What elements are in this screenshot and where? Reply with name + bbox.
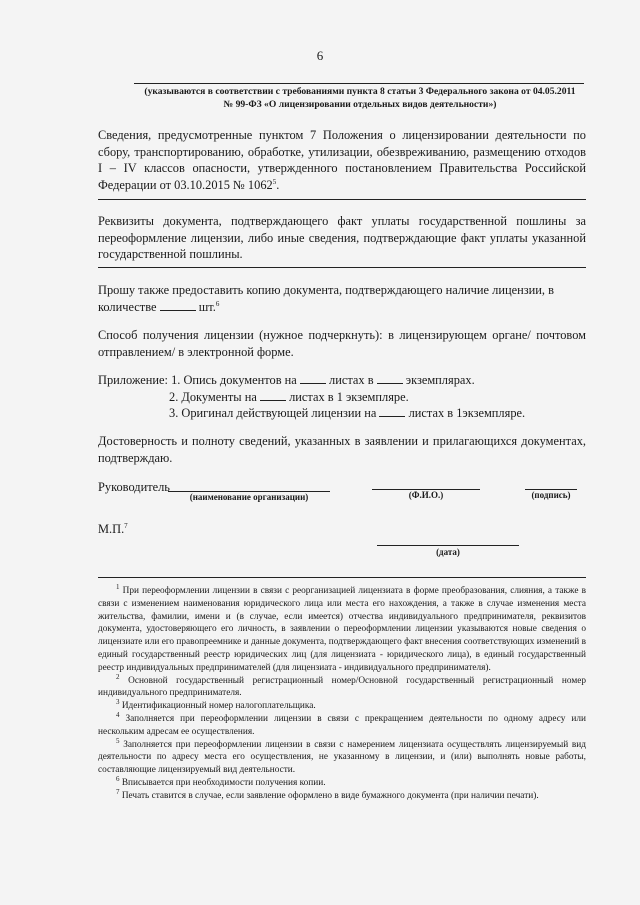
footnote-1: $^1$ При переоформлении лицензии в связи с реорганизацией лицензиата в форме преобразования, слияния, а также в связи с изменением наименования юридического лица или места его нахождения, а также в случае изменения места жительства, фамилии, имени и (в случае, если имеется) отчества индивидуального предпринимателя, реквизитов документа, удостоверяющего его личность, в заявлении о переоформлении лицензии указываются новые сведения о лицензиате или его правопреемнике и данные документа, подтверждающего факт внесения соответствующих изменений в единый государственный реестр юридических лиц (для лицензиата - юридического лица), в единый государственный реестр индивидуальных предпринимателей (для лицензиата - индивидуального предпринимателя).: [98, 582, 587, 673]
head-label: Руководитель: [98, 480, 170, 494]
stamp-label: М.П.$^7$: [98, 521, 128, 536]
fio-caption: (Ф.И.О.): [408, 490, 444, 500]
footnotes: [98, 582, 587, 803]
signature-caption: (подпись): [531, 490, 571, 500]
footnote-separator: [98, 577, 586, 578]
section-copy-request: Прошу также предоставить копию документа, подтверждающего наличие лицензии, в количестве шт.$^6$: [98, 283, 554, 314]
fill-line-1: [98, 199, 586, 200]
footnote-7: $^7$ Печать ставится в случае, если заявление оформлено в виде бумажного документа (при наличии печати).: [116, 787, 539, 801]
footnote-4: $^4$ Заполняется при переоформлении лицензии в связи с прекращением деятельности по одному адресу или нескольким адресам ее осуществления.: [98, 710, 586, 737]
section-attachments: Приложение: 1. Опись документов на листах в экземплярах. 2. Документы на листах в 1 экземпляре. 3. Оригинал действующей лицензии на листах в 1экземпляре.: [98, 373, 526, 420]
footnote-6: $^6$ Вписывается при необходимости получения копии.: [116, 774, 326, 788]
quantity-blank: [160, 300, 196, 311]
fill-line-2: [98, 267, 586, 268]
page-number: 6: [316, 48, 324, 63]
date-caption: (дата): [436, 547, 460, 557]
date-line: [377, 545, 519, 546]
footnote-2: $^2$ Основной государственный регистрационный номер/Основной государственный регистрационный номер индивидуального предпринимателя.: [98, 672, 586, 699]
section-fee-details: Реквизиты документа, подтверждающего факт уплаты государственной пошлины за переоформление лицензии, либо иные сведения, подтверждающие факт уплаты указанной государственной пошлины.: [98, 214, 586, 261]
org-caption: (наименование организации): [189, 492, 309, 502]
footnote-5: $^5$ Заполняется при переоформлении лицензии в связи с намерением лицензиата осуществлять лицензируемый вид деятельности по адресу места его осуществления, не указанному в лицензии, и (или) выполнять новые работы, составляющие лицензируемый вид деятельности.: [98, 736, 587, 776]
header-note: (указываются в соответствии с требованиями пункта 8 статьи 3 Федерального закона от 04.05.2011 № 99-ФЗ «О лицензировании отдельных видов деятельности»): [144, 86, 576, 110]
header-rule: [134, 83, 584, 84]
section-delivery-method: Способ получения лицензии (нужное подчеркнуть): в лицензирующем органе/ почтовом отправлением/ в электронной форме.: [98, 328, 586, 359]
footnote-3: $^3$ Идентификационный номер налогоплательщика.: [116, 698, 316, 712]
section-license-info: Сведения, предусмотренные пунктом 7 Положения о лицензировании деятельности по сбору, транспортированию, обработке, утилизации, обезвреживанию, размещению отходов I – IV классов опасности, утвержденного постановлением Правительства Российской Федерации от 03.10.2015 № 1062$^5$.: [98, 128, 586, 192]
section-confirmation: Достоверность и полноту сведений, указанных в заявлении и прилагающихся документах, подтверждаю.: [98, 434, 586, 465]
